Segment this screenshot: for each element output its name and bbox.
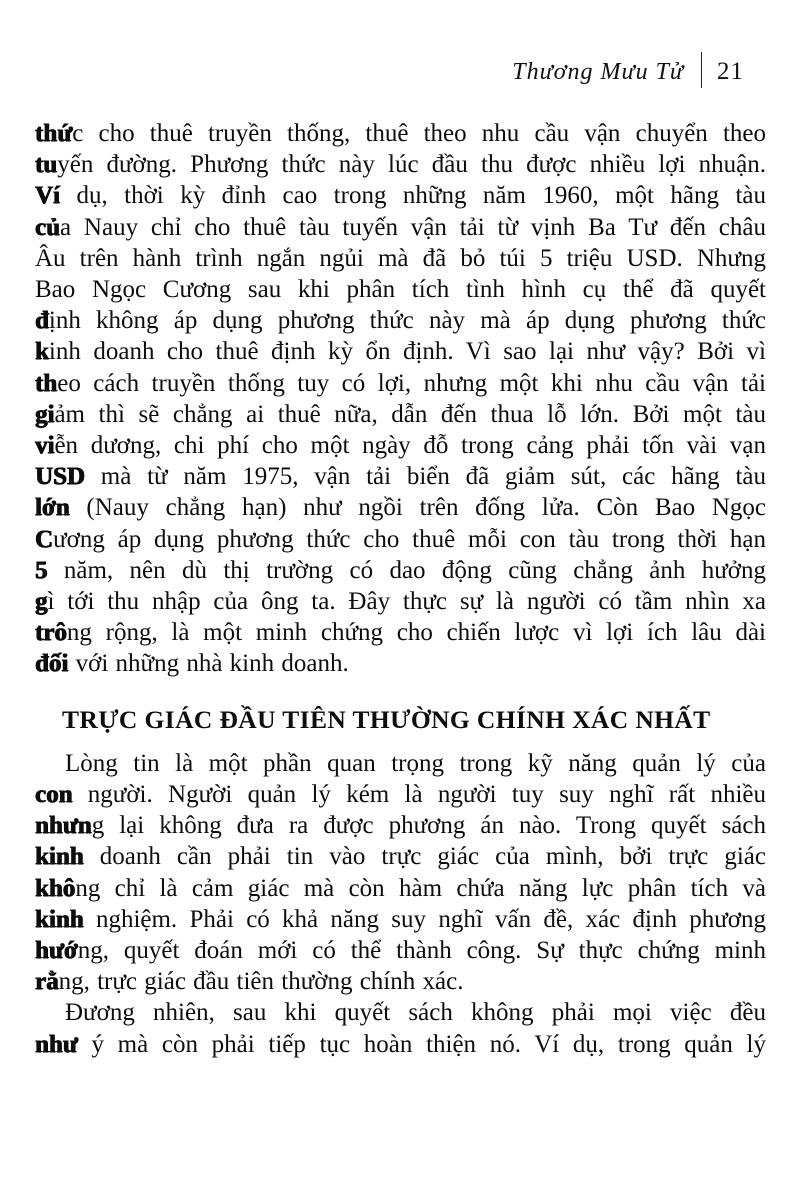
text-line: như ý mà còn phải tiếp tục hoàn thiện nó. Ví dụ, trong quản lý [35,1030,766,1058]
ink-smear-text: trô [35,619,67,647]
text-line: của Nauy chỉ cho thuê tàu tuyến vận tải từ vịnh Ba Tư đến châu [35,213,766,241]
section-heading: TRỰC GIÁC ĐẦU TIÊN THƯỜNG CHÍNH XÁC NHẤT [62,704,711,734]
ink-smear-text: như [35,1030,78,1058]
ink-smear-text: 5 [35,556,48,584]
ink-smear-text: con [35,781,73,809]
paragraph [35,748,766,998]
ink-smear-text: củ [35,213,60,241]
ink-smear-text: vi [35,432,55,460]
text-line: viễn dương, chi phí cho một ngày đỗ trong cảng phải tốn vài vạn [35,432,766,460]
ink-smear-text: g [35,588,48,616]
text-line: hướng, quyết đoán mới có thể thành công. Sự thực chứng minh [35,937,766,965]
text-line: USD mà từ năm 1975, vận tải biển đã giảm sút, các hãng tàu [35,463,766,491]
text-line: kinh doanh cần phải tin vào trực giác của mình, bởi trực giác [35,843,766,871]
paragraph [35,997,766,1059]
ink-smear-text: th [35,369,58,397]
header-divider-line [701,52,702,88]
text-line: trông rộng, là một minh chứng cho chiến lược vì lợi ích lâu dài [35,619,766,647]
text-line: nhưng lại không đưa ra được phương án nào. Trong quyết sách [35,812,766,840]
ink-smear-text: Ví [35,182,60,210]
ink-smear-text: đ [35,307,49,335]
text-line: rằng, trực giác đầu tiên thường chính xác. [35,968,464,996]
ink-smear-text: hướ [35,937,78,965]
ink-smear-text: nhưn [35,812,92,840]
text-line: kinh nghiệm. Phải có khả năng suy nghĩ vấn đề, xác định phương [35,905,766,933]
ink-smear-text: C [35,525,54,553]
text-line: thức cho thuê truyền thống, thuê theo nhu cầu vận chuyển theo [35,120,766,147]
ink-smear-text: kinh [35,905,84,933]
text-line: không chỉ là cảm giác mà còn hàm chứa năng lực phân tích và [35,874,766,902]
ink-smear-text: USD [35,463,86,491]
ink-smear-text: gi [35,400,55,428]
text-line: Đương nhiên, sau khi quyết sách không phải mọi việc đều [65,999,766,1027]
text-line: theo cách truyền thống tuy có lợi, nhưng một khi nhu cầu vận tải [35,369,766,397]
ink-smear-text: đối [35,650,69,678]
text-line: Ví dụ, thời kỳ đỉnh cao trong những năm 1960, một hãng tàu [35,182,766,210]
text-line: đối với những nhà kinh doanh. [35,650,349,678]
ink-smear-text: k [35,338,49,366]
ink-smear-text: khô [35,874,76,902]
text-line: tuyến đường. Phương thức này lúc đầu thu được nhiều lợi nhuận. [35,151,766,179]
text-line: gì tới thu nhập của ông ta. Đây thực sự là người có tầm nhìn xa [35,588,766,616]
text-line: giảm thì sẽ chẳng ai thuê nữa, dẫn đến thua lỗ lớn. Bởi một tàu [35,400,766,428]
page-content [35,118,766,1060]
text-line: Âu trên hành trình ngắn ngủi mà đã bỏ túi 5 triệu USD. Nhưng [35,244,766,272]
ink-smear-text: thứ [35,120,73,147]
text-line: Lòng tin là một phần quan trọng trong kỹ năng quản lý của [65,749,766,777]
text-line: 5 năm, nên dù thị trường có dao động cũng chẳng ảnh hưởng [35,556,766,584]
running-title: Thương Mưu Tử [512,59,684,85]
page-number: 21 [717,58,744,85]
text-line: định không áp dụng phương thức này mà áp dụng phương thức [35,307,766,335]
text-line: con người. Người quản lý kém là người tuy suy nghĩ rất nhiều [35,781,766,809]
ink-smear-text: rằ [35,968,59,996]
ink-smear-text: kinh [35,843,84,871]
text-line: lớn (Nauy chẳng hạn) như ngồi trên đống lửa. Còn Bao Ngọc [35,494,766,522]
ink-smear-text: tu [35,151,58,179]
text-line: Bao Ngọc Cương sau khi phân tích tình hình cụ thể đã quyết [35,276,766,304]
text-line: kinh doanh cho thuê định kỳ ổn định. Vì sao lại như vậy? Bởi vì [35,338,766,366]
ink-smear-text: lớn [35,494,70,522]
text-line: Cương áp dụng phương thức cho thuê mỗi con tàu trong thời hạn [35,525,766,553]
page-header [0,52,744,88]
paragraph [35,118,766,680]
